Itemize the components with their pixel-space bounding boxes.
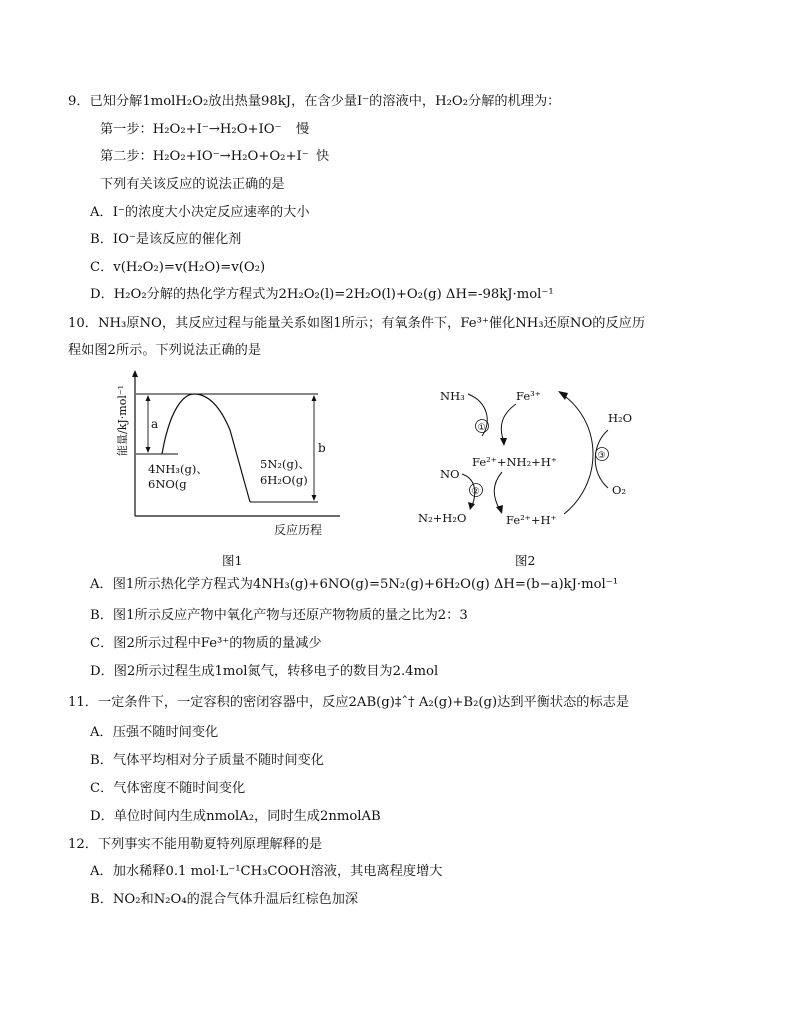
step2-arc-right: [494, 472, 502, 510]
fe3-label: Fe³⁺: [516, 389, 541, 403]
nh3-label: NH₃: [440, 389, 465, 403]
q10-option-b: B．图1所示反应产物中氧化产物与还原产物物质的量之比为2：3: [90, 608, 468, 623]
q10-option-d: D．图2所示过程生成1mol氮气，转移电子的数目为2.4mol: [90, 664, 439, 679]
q11-option-d: D．单位时间内生成nmolA₂，同时生成2nmolAB: [90, 809, 381, 824]
q11-option-b: B．气体平均相对分子质量不随时间变化: [90, 753, 324, 768]
reactants-line1: 4NH₃(g)、: [148, 462, 208, 476]
q9-option-d: D．H₂O₂分解的热化学方程式为2H₂O₂(l)=2H₂O(l)+O₂(g) ΔH=-98kJ·mol⁻¹: [90, 287, 554, 302]
q10-option-a: A．图1所示热化学方程式为4NH₃(g)+6NO(g)=5N₂(g)+6H₂O(g) ΔH=(b−a)kJ·mol⁻¹: [90, 577, 619, 592]
fe2-h-label: Fe²⁺+H⁺: [506, 513, 557, 527]
products-line1: 5N₂(g)、: [260, 457, 310, 471]
step3-marker: ③: [597, 451, 606, 461]
h2o-label: H₂O: [608, 411, 633, 425]
q11-stem: 11．一定条件下，一定容积的密闭容器中，反应2AB(g)‡ˆ† A₂(g)+B₂(g)达到平衡状态的标志是: [68, 695, 630, 710]
products-line2: 6H₂O(g): [260, 473, 308, 487]
figure-2-caption: 图2: [515, 553, 536, 568]
n2-h2o-label: N₂+H₂O: [418, 511, 467, 525]
reactants-line2: 6NO(g: [148, 477, 187, 491]
step3-big-arc: [562, 394, 593, 514]
q9-option-b: B．IO⁻是该反应的催化剂: [90, 232, 242, 247]
x-axis-label: 反应历程: [274, 523, 323, 537]
q12-option-b: B．NO₂和N₂O₄的混合气体升温后红棕色加深: [90, 892, 359, 907]
q9-option-c: C．v(H₂O₂)=v(H₂O)=v(O₂): [90, 260, 266, 275]
figure-2-catalytic-cycle: [412, 374, 672, 534]
q10-stem-line2: 程如图2所示。下列说法正确的是: [68, 343, 262, 358]
q9-stem: 9．已知分解1molH₂O₂放出热量98kJ，在含少量I⁻的溶液中，H₂O₂分解的机理为：: [68, 94, 561, 109]
q9-step2: 第二步：H₂O₂+IO⁻→H₂O+O₂+I⁻: [100, 149, 309, 164]
o2-label: O₂: [612, 483, 627, 497]
q11-option-a: A．压强不随时间变化: [90, 725, 219, 740]
label-b: b: [318, 441, 326, 455]
y-axis-label: 能量/kJ·mol⁻¹: [116, 384, 129, 456]
q9-step1: 第一步：H₂O₂+I⁻→H₂O+IO⁻: [100, 122, 282, 137]
q9-option-a: A．I⁻的浓度大小决定反应速率的大小: [90, 205, 310, 220]
y-axis-arrow: [132, 370, 138, 377]
step1-marker: ①: [477, 423, 486, 433]
label-a: a: [151, 417, 159, 431]
q10-stem-line1: 10．NH₃原NO，其反应过程与能量关系如图1所示；有氧条件下，Fe³⁺催化NH₃还原NO的反应历: [68, 316, 646, 331]
q10-option-c: C．图2所示过程中Fe³⁺的物质的量减少: [90, 636, 322, 651]
q11-option-c: C．气体密度不随时间变化: [90, 781, 246, 796]
step1-arc-right: [501, 404, 516, 442]
q12-stem: 12．下列事实不能用勒夏特列原理解释的是: [68, 837, 323, 852]
step2-marker: ②: [471, 487, 480, 497]
q9-prompt: 下列有关该反应的说法正确的是: [100, 177, 285, 192]
q12-option-a: A．加水稀释0.1 mol·L⁻¹CH₃COOH溶液，其电离程度增大: [90, 864, 443, 879]
figure-1-caption: 图1: [222, 553, 243, 568]
q9-step1-speed: 慢: [296, 122, 310, 137]
mid-species-label: Fe²⁺+NH₂+H⁺: [472, 455, 557, 469]
no-label: NO: [440, 467, 460, 481]
q9-step2-speed: 快: [316, 149, 330, 164]
figure-1-energy-diagram: [108, 368, 348, 540]
